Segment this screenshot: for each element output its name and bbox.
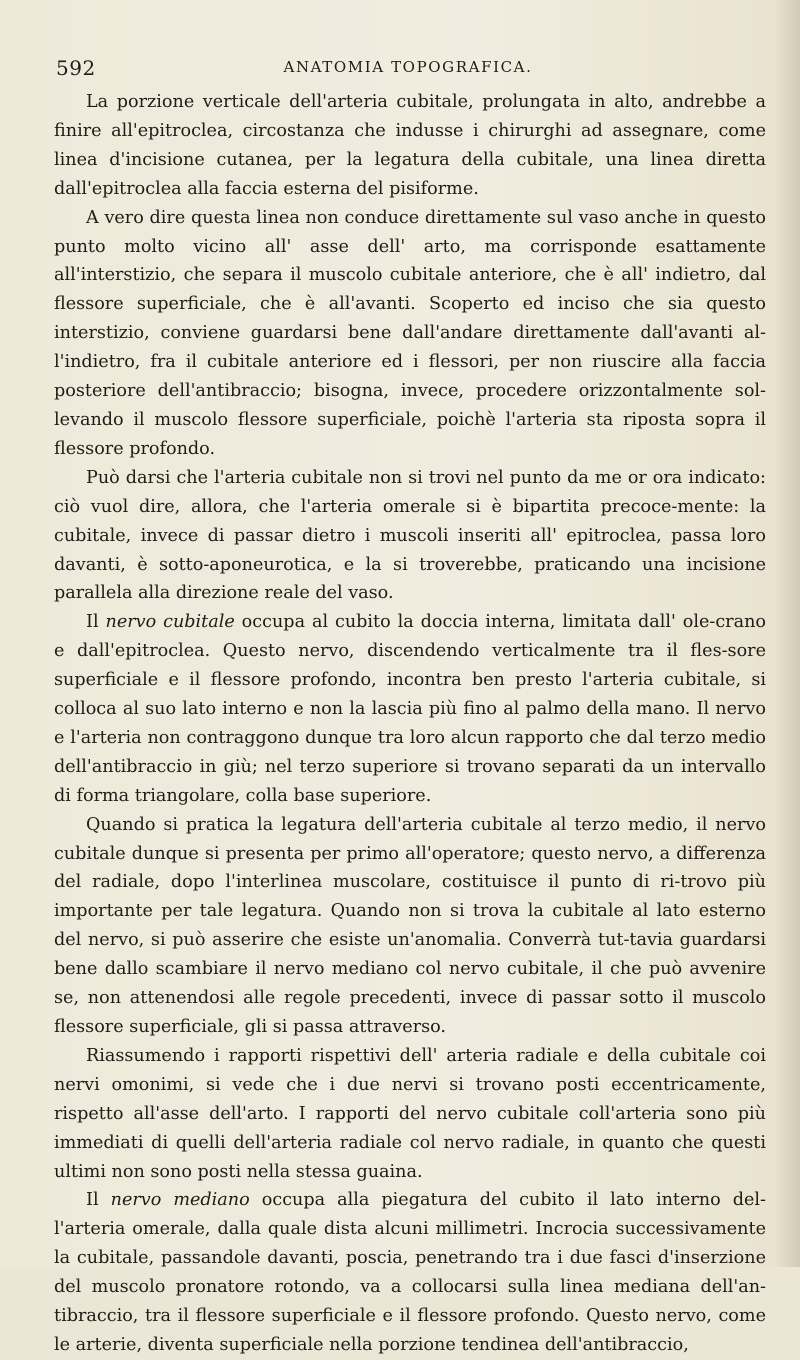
italic-term-nervo-mediano: nervo mediano [110, 1190, 250, 1211]
page-header [56, 56, 760, 82]
running-title: ANATOMIA TOPOGRAFICA. [283, 58, 533, 76]
paragraph-2: A vero dire questa linea non conduce direttamente sul vaso anche in questo punto molto vicino all' asse dell' arto, ma corrisponde esattamente all'interstizio, che separa il muscolo cubitale anteriore, che è all' indietro, dal flessore superficiale, che è all'avanti. Scoperto ed inciso che sia questo interstizio, conviene guardarsi bene dall'andare direttamente dall'avanti al-l'indietro, fra il cubitale anteriore ed i flessori, per non riuscire alla faccia posteriore dell'antibraccio; bisogna, invece, procedere orizzontalmente sol-levando il muscolo flessore superficiale, poichè l'arteria sta riposta sopra il flessore profondo. [54, 207, 766, 459]
paragraph-6: Riassumendo i rapporti rispettivi dell' arteria radiale e della cubitale coi nervi omonimi, si vede che i due nervi si trovano posti eccentricamente, rispetto all'asse dell'arto. I rapporti del nervo cubitale coll'arteria sono più immediati di quelli dell'arteria radiale col nervo radiale, in quanto che questi ultimi non sono posti nella stessa guaina. [54, 1045, 766, 1182]
paragraph-7: Il nervo mediano occupa alla piegatura del cubito il lato interno del-l'arteria omerale, dalla quale dista alcuni millimetri. Incrocia successivamente la cubitale, passandole davanti, poscia, penetrando tra i due fasci d'inserzione del muscolo pronatore rotondo, va a collocarsi sulla linea mediana dell'an-tibraccio, tra il flessore superficiale e il flessore profondo. Questo nervo, come le arterie, diventa superficiale nella porzione tendinea dell'antibraccio, [54, 1190, 766, 1355]
paragraph-4: Il nervo cubitale occupa al cubito la doccia interna, limitata dall' ole-crano e dall'epitroclea. Questo nervo, discendendo verticalmente tra il fles-sore superficiale e il flessore profondo, incontra ben presto l'arteria cubitale, si colloca al suo lato interno e non la lascia più fino al palmo della mano. Il nervo e l'arteria non contraggono dunque tra loro alcun rapporto che dal terzo medio dell'antibraccio in giù; nel terzo superiore si trovano separati da un intervallo di forma triangolare, colla base superiore. [54, 612, 767, 806]
paragraph-1: La porzione verticale dell'arteria cubitale, prolungata in alto, andrebbe a finire all'epitroclea, circostanza che indusse i chirurghi ad assegnare, come linea d'incisione cutanea, per la legatura della cubitale, una linea diretta dall'epitroclea alla faccia esterna del pisiforme. [54, 92, 766, 199]
paragraph-3: Può darsi che l'arteria cubitale non si trovi nel punto da me or ora indicato: ciò vuol dire, allora, che l'arteria omerale si è bipartita precoce-mente: la cubitale, invece di passar dietro i muscoli inseriti all' epitroclea, passa loro davanti, è sotto-aponeurotica, e la si troverebbe, praticando una incisione parallela alla direzione reale del vaso. [54, 467, 766, 604]
body-text [54, 88, 766, 1360]
italic-term-nervo-cubitale: nervo cubitale [105, 612, 235, 633]
page-edge-shadow [774, 0, 800, 1267]
paragraph-5: Quando si pratica la legatura dell'arteria cubitale al terzo medio, il nervo cubitale dunque si presenta per primo all'operatore; questo nervo, a differenza del radiale, dopo l'interlinea muscolare, costituisce il punto di ri-trovo più importante per tale legatura. Quando non si trova la cubitale al lato esterno del nervo, si può asserire che esiste un'anomalia. Converrà tut-tavia guardarsi bene dallo scambiare il nervo mediano col nervo cubitale, il che può avvenire se, non attenendosi alle regole precedenti, invece di passar sotto il muscolo flessore superficiale, gli si passa attraverso. [54, 814, 766, 1037]
page-number: 592 [56, 56, 96, 80]
